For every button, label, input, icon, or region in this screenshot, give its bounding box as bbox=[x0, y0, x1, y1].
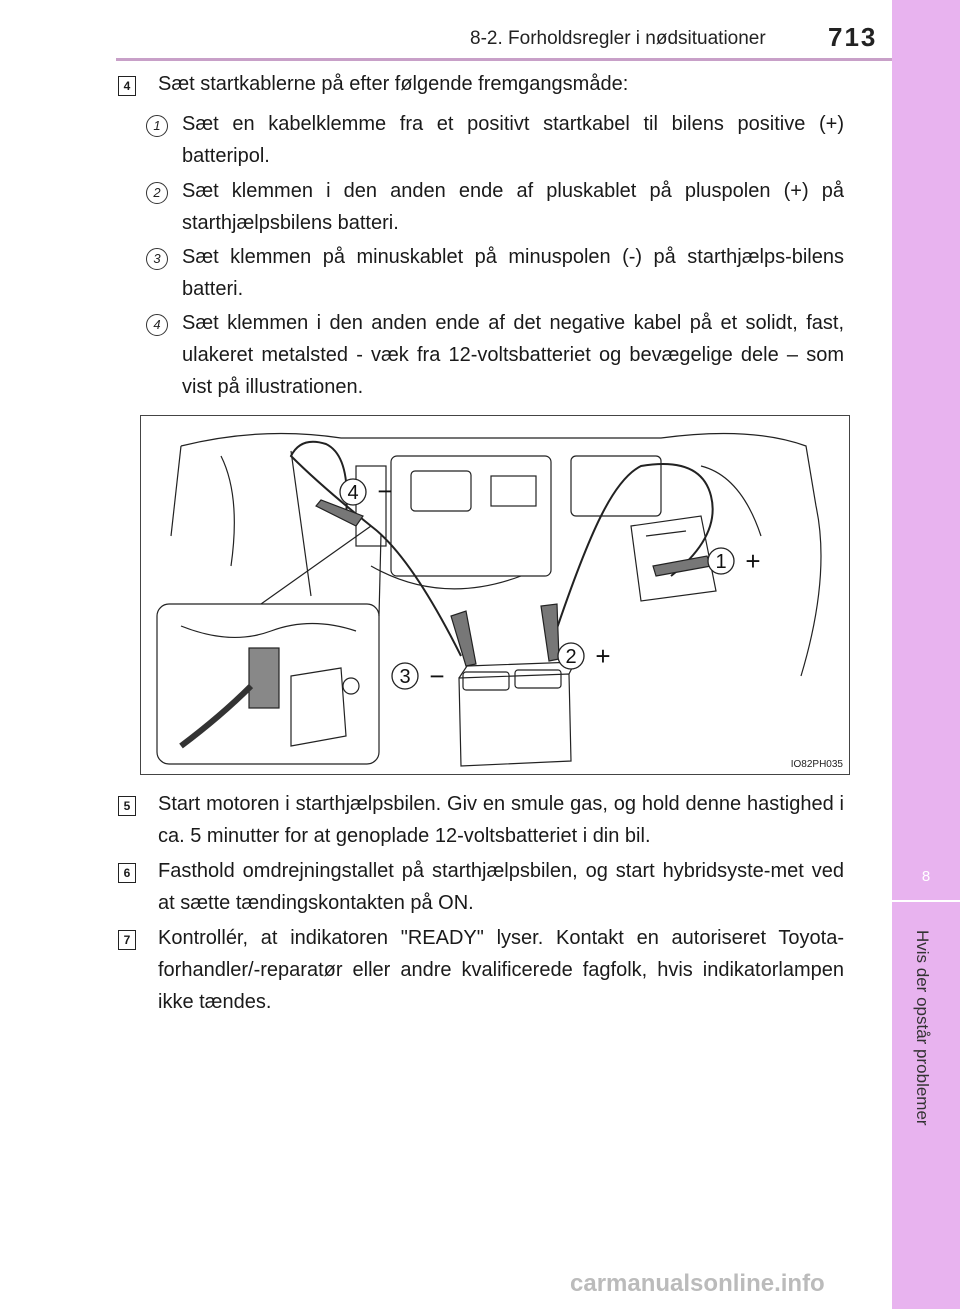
substep-text: Sæt klemmen i den anden ende af pluskablet på pluspolen (+) på starthjælpsbilens batteri. bbox=[182, 180, 844, 234]
step-text: Fasthold omdrejningstallet på starthjælpsbilen, og start hybridsyste-met ved at sætte tændingskontakten på ON. bbox=[158, 860, 844, 914]
substep-text: Sæt klemmen i den anden ende af det negative kabel på et solidt, fast, ulakeret metalsted - væk fra 12-voltsbatteriet og bevægelige dele – som vist på illustrationen. bbox=[182, 312, 844, 398]
step-number-box: 4 bbox=[118, 76, 136, 96]
step-number-box: 7 bbox=[118, 930, 136, 950]
step-text: Sæt startkablerne på efter følgende fremgangsmåde: bbox=[158, 73, 629, 95]
callout-2-label: 2 bbox=[565, 646, 577, 668]
page-number: 713 bbox=[828, 22, 878, 52]
substep-number: 3 bbox=[146, 248, 168, 270]
header-rule bbox=[116, 58, 892, 61]
tab-divider bbox=[892, 900, 960, 902]
substep-number: 1 bbox=[146, 115, 168, 137]
section-title: 8-2. Forholdsregler i nødsituationer bbox=[470, 28, 766, 49]
substep-text: Sæt klemmen på minuskablet på minuspolen (-) på starthjælps-bilens batteri. bbox=[182, 246, 844, 300]
engine-bay-drawing bbox=[141, 416, 849, 774]
site-watermark: carmanualsonline.info bbox=[570, 1270, 825, 1297]
chapter-number: 8 bbox=[921, 868, 931, 885]
chapter-label: Hvis der opstår problemer bbox=[913, 930, 932, 1126]
step-text: Kontrollér, at indikatoren "READY" lyser. Kontakt en autoriseret Toyota-forhandler/-reparatør eller andre kvalificerede fagfolk, hvis indikatorlampen ikke tændes. bbox=[158, 927, 844, 1013]
step-text: Start motoren i starthjælpsbilen. Giv en smule gas, og hold denne hastighed i ca. 5 minutter for at genoplade 12-voltsbatteriet i din bil. bbox=[158, 793, 844, 847]
substep-text: Sæt en kabelklemme fra et positivt startkabel til bilens positive (+) batteripol. bbox=[182, 113, 844, 167]
callout-3-sign: − bbox=[429, 661, 445, 691]
callout-2-sign: + bbox=[595, 641, 611, 671]
substep-number: 2 bbox=[146, 182, 168, 204]
page-header bbox=[0, 0, 892, 62]
callout-4-sign: − bbox=[377, 476, 393, 506]
figure-code: IO82PH035 bbox=[790, 759, 843, 770]
jump-start-illustration bbox=[140, 415, 850, 775]
step-number-box: 6 bbox=[118, 863, 136, 883]
callout-3-label: 3 bbox=[399, 666, 411, 688]
callout-1-label: 1 bbox=[715, 551, 727, 573]
callout-1-sign: + bbox=[745, 546, 761, 576]
step-number-box: 5 bbox=[118, 796, 136, 816]
chapter-label-container bbox=[912, 930, 936, 1160]
callout-4-label: 4 bbox=[347, 482, 359, 504]
substep-number: 4 bbox=[146, 314, 168, 336]
